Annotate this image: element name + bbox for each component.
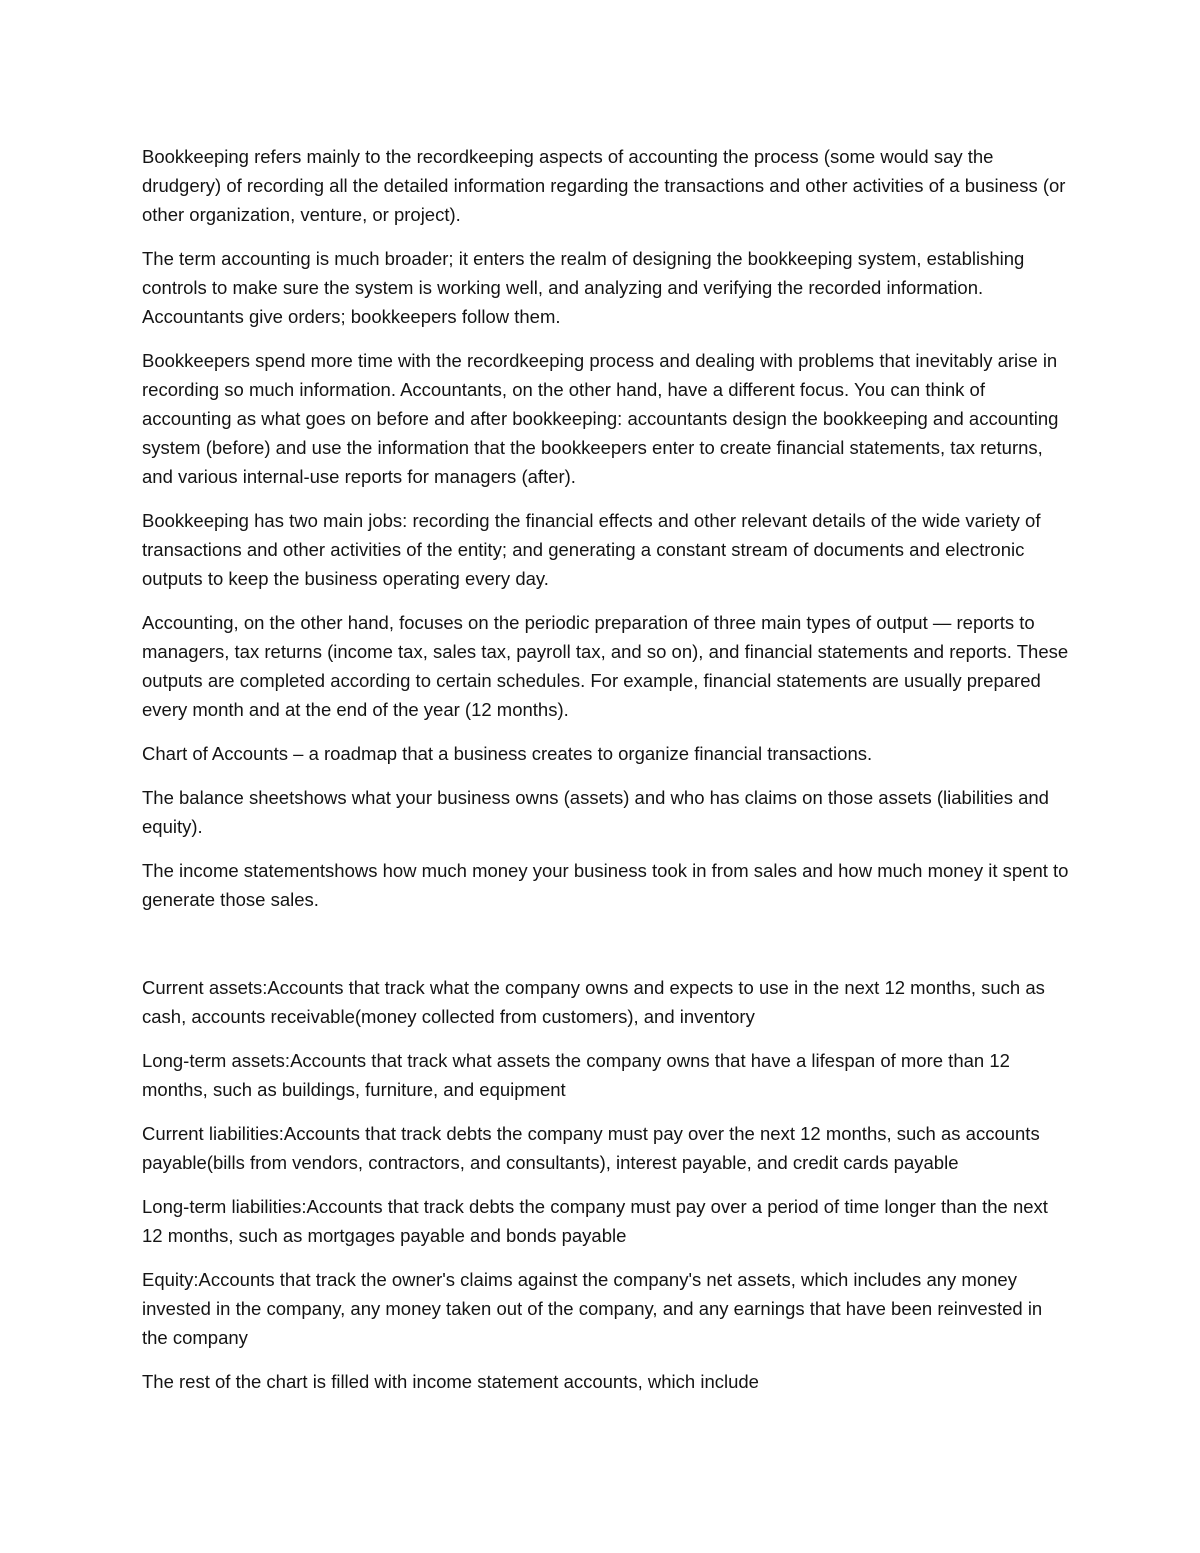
paragraph-equity: Equity:Accounts that track the owner's claims against the company's net assets, which includes any money invested in the company, any money taken out of the company, and any earnings that have been reinvested in the company xyxy=(142,1269,1043,1348)
paragraph-long-term-liabilities: Long-term liabilities:Accounts that track debts the company must pay over a period of time longer than the next 12 months, such as mortgages payable and bonds payable xyxy=(142,1196,1048,1246)
paragraph-current-liabilities: Current liabilities:Accounts that track debts the company must pay over the next 12 months, such as accounts payable(bills from vendors, contractors, and consultants), interest payable, and credit cards payable xyxy=(142,1123,1040,1173)
document-body xyxy=(142,142,1072,1411)
paragraph-income-statement-accounts: The rest of the chart is filled with income statement accounts, which include xyxy=(142,1371,759,1392)
paragraph-chart-of-accounts: Chart of Accounts – a roadmap that a business creates to organize financial transactions. xyxy=(142,743,873,764)
paragraph-accounting-outputs: Accounting, on the other hand, focuses on the periodic preparation of three main types of output — reports to managers, tax returns (income tax, sales tax, payroll tax, and so on), and financial statements and reports. These outputs are completed according to certain schedules. For example, financial statements are usually prepared every month and at the end of the year (12 months). xyxy=(142,612,1069,720)
paragraph-accounting-definition: The term accounting is much broader; it enters the realm of designing the bookkeeping system, establishing controls to make sure the system is working well, and analyzing and verifying the recorded information. Accountants give orders; bookkeepers follow them. xyxy=(142,248,1025,327)
paragraph-long-term-assets: Long-term assets:Accounts that track what assets the company owns that have a lifespan of more than 12 months, such as buildings, furniture, and equipment xyxy=(142,1050,1010,1100)
paragraph-bookkeeping-jobs: Bookkeeping has two main jobs: recording the financial effects and other relevant details of the wide variety of transactions and other activities of the entity; and generating a constant stream of documents and electronic outputs to keep the business operating every day. xyxy=(142,510,1041,589)
paragraph-bookkeepers-vs-accountants: Bookkeepers spend more time with the recordkeeping process and dealing with problems that inevitably arise in recording so much information. Accountants, on the other hand, have a different focus. You can think of accounting as what goes on before and after bookkeeping: accountants design the bookkeeping and accounting system (before) and use the information that the bookkeepers enter to create financial statements, tax returns, and various internal-use reports for managers (after). xyxy=(142,350,1059,487)
paragraph-income-statement: The income statementshows how much money your business took in from sales and how much money it spent to generate those sales. xyxy=(142,860,1069,910)
paragraph-current-assets: Current assets:Accounts that track what the company owns and expects to use in the next 12 months, such as cash, accounts receivable(money collected from customers), and inventory xyxy=(142,977,1045,1027)
blank-line xyxy=(142,929,1072,973)
paragraph-balance-sheet: The balance sheetshows what your business owns (assets) and who has claims on those assets (liabilities and equity). xyxy=(142,787,1049,837)
paragraph-bookkeeping-definition: Bookkeeping refers mainly to the recordkeeping aspects of accounting the process (some would say the drudgery) of recording all the detailed information regarding the transactions and other activities of a business (or other organization, venture, or project). xyxy=(142,146,1066,225)
